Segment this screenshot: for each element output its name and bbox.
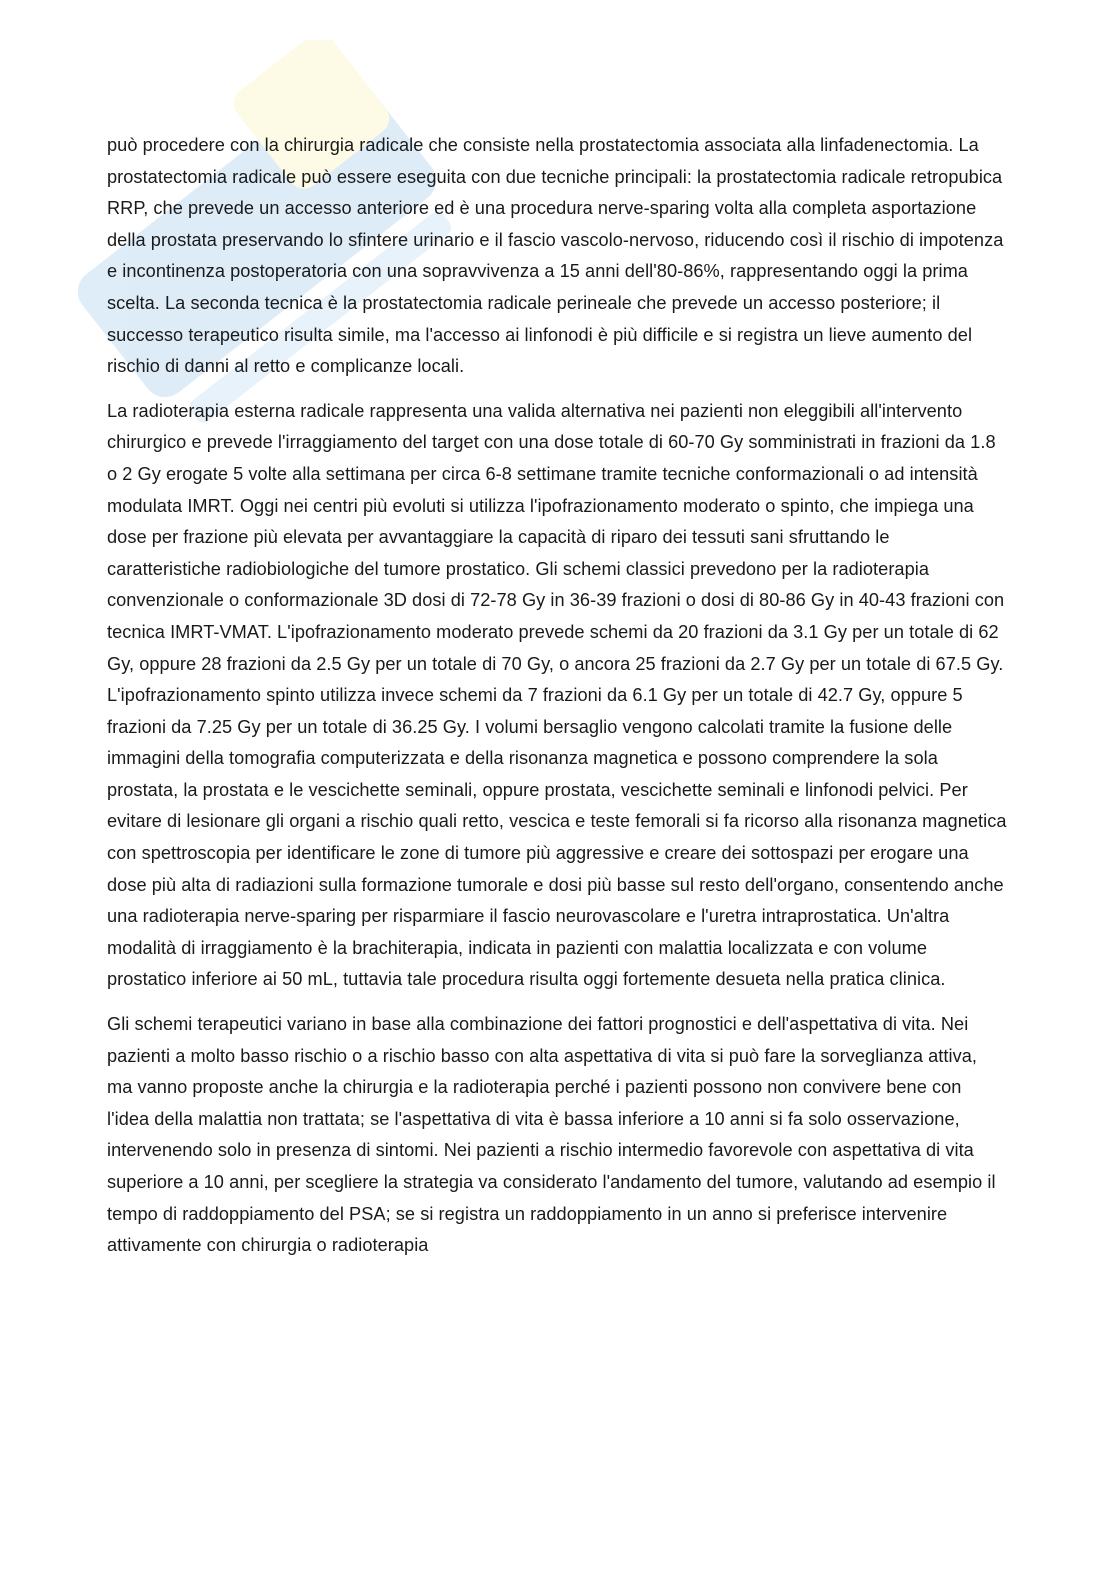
- paragraph-chirurgia-radicale: può procedere con la chirurgia radicale che consiste nella prostatectomia associata alla linfadenectomia. La prostatectomia radicale può essere eseguita con due tecniche principali: la prostatectomia radicale retropubica RRP, che prevede un accesso anteriore ed è una procedura nerve-sparing volta alla completa asportazione della prostata preservando lo sfintere urinario e il fascio vascolo-nervoso, riducendo così il rischio di impotenza e incontinenza postoperatoria con una sopravvivenza a 15 anni dell'80-86%, rappresentando oggi la prima scelta. La seconda tecnica è la prostatectomia radicale perineale che prevede un accesso posteriore; il successo terapeutico risulta simile, ma l'accesso ai linfonodi è più difficile e si registra un lieve aumento del rischio di danni al retto e complicanze locali.: [107, 135, 1004, 377]
- paragraph-radioterapia: La radioterapia esterna radicale rappresenta una valida alternativa nei pazienti non eleggibili all'intervento chirurgico e prevede l'irraggiamento del target con una dose totale di 60-70 Gy somministrati in frazioni da 1.8 o 2 Gy erogate 5 volte alla settimana per circa 6-8 settimane tramite tecniche conformazionali o ad intensità modulata IMRT. Oggi nei centri più evoluti si utilizza l'ipofrazionamento moderato o spinto, che impiega una dose per frazione più elevata per avvantaggiare la capacità di riparo dei tessuti sani sfruttando le caratteristiche radiobiologiche del tumore prostatico. Gli schemi classici prevedono per la radioterapia convenzionale o conformazionale 3D dosi di 72-78 Gy in 36-39 frazioni o dosi di 80-86 Gy in 40-43 frazioni con tecnica IMRT-VMAT. L'ipofrazionamento moderato prevede schemi da 20 frazioni da 3.1 Gy per un totale di 62 Gy, oppure 28 frazioni da 2.5 Gy per un totale di 70 Gy, o ancora 25 frazioni da 2.7 Gy per un totale di 67.5 Gy. L'ipofrazionamento spinto utilizza invece schemi da 7 frazioni da 6.1 Gy per un totale di 42.7 Gy, oppure 5 frazioni da 7.25 Gy per un totale di 36.25 Gy. I volumi bersaglio vengono calcolati tramite la fusione delle immagini della tomografia computerizzata e della risonanza magnetica e possono comprendere la sola prostata, la prostata e le vescichette seminali, oppure prostata, vescichette seminali e linfonodi pelvici. Per evitare di lesionare gli organi a rischio quali retto, vescica e teste femorali si fa ricorso alla risonanza magnetica con spettroscopia per identificare le zone di tumore più aggressive e creare dei sottospazi per erogare una dose più alta di radiazioni sulla formazione tumorale e dosi più basse sul resto dell'organo, consentendo anche una radioterapia nerve-sparing per risparmiare il fascio neurovascolare e l'uretra intraprostatica. Un'altra modalità di irraggiamento è la brachiterapia, indicata in pazienti con malattia localizzata e con volume prostatico inferiore ai 50 mL, tuttavia tale procedura risulta oggi fortemente desueta nella pratica clinica.: [107, 400, 1007, 990]
- document-body: [107, 130, 1007, 1275]
- paragraph-schemi-terapeutici: Gli schemi terapeutici variano in base alla combinazione dei fattori prognostici e dell'aspettativa di vita. Nei pazienti a molto basso rischio o a rischio basso con alta aspettativa di vita si può fare la sorveglianza attiva, ma vanno proposte anche la chirurgia e la radioterapia perché i pazienti possono non convivere bene con l'idea della malattia non trattata; se l'aspettativa di vita è bassa inferiore a 10 anni si fa solo osservazione, intervenendo solo in presenza di sintomi. Nei pazienti a rischio intermedio favorevole con aspettativa di vita superiore a 10 anni, per scegliere la strategia va considerato l'andamento del tumore, valutando ad esempio il tempo di raddoppiamento del PSA; se si registra un raddoppiamento in un anno si preferisce intervenire attivamente con chirurgia o radioterapia: [107, 1014, 996, 1256]
